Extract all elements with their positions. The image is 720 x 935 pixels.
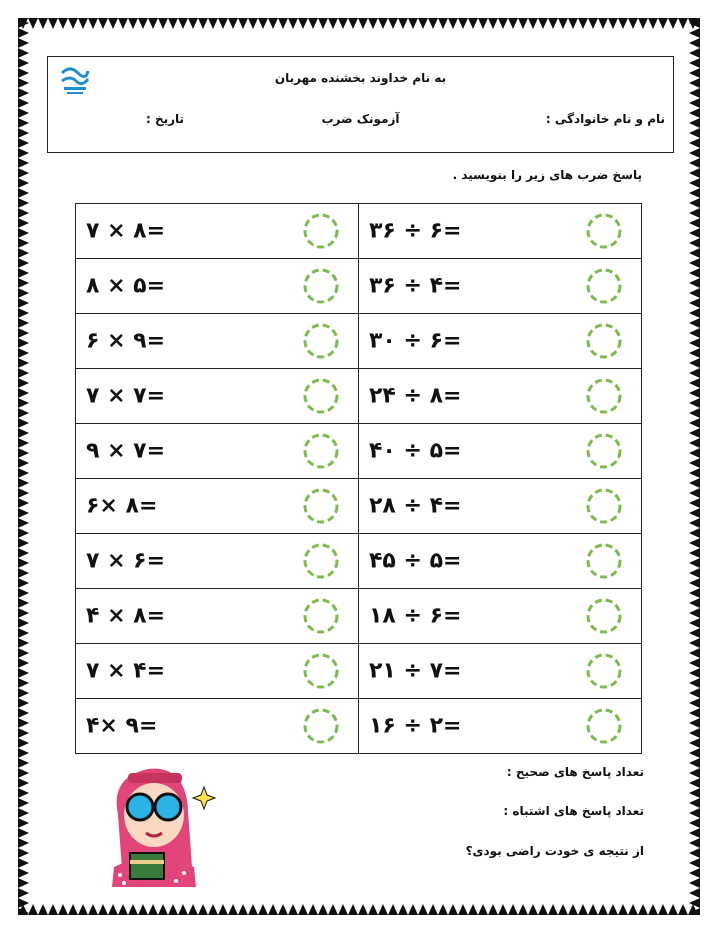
multiplication-cell [76,424,359,479]
answer-circle-icon[interactable] [302,432,340,470]
division-cell [359,259,642,314]
multiplication-cell [76,314,359,369]
multiplication-problem: ۴ × ۸= [86,603,166,629]
division-problem: ۴۵ ÷ ۵= [369,548,462,574]
border-top [18,18,700,30]
multiplication-problem: ۷ × ۶= [86,548,166,574]
border-right [688,18,700,915]
table-row [76,369,642,424]
answer-circle-icon[interactable] [302,487,340,525]
division-problem: ۱۶ ÷ ۲= [369,713,462,739]
answer-circle-icon[interactable] [302,652,340,690]
answer-circle-icon[interactable] [302,707,340,745]
instruction-text: پاسخ ضرب های زیر را بنویسید . [452,168,642,182]
division-cell [359,699,642,754]
bismillah-heading: به نام خداوند بخشنده مهربان [274,71,447,85]
answer-circle-icon[interactable] [302,597,340,635]
answer-circle-icon[interactable] [302,377,340,415]
border-left [18,18,30,915]
table-row [76,479,642,534]
multiplication-cell [76,204,359,259]
division-problem: ۱۸ ÷ ۶= [369,603,462,629]
answer-circle-icon[interactable] [302,542,340,580]
division-problem: ۳۶ ÷ ۴= [369,273,462,299]
division-problem: ۲۱ ÷ ۷= [369,658,462,684]
division-cell [359,204,642,259]
multiplication-problem: ۷ × ۸= [86,218,166,244]
multiplication-problem: ۸ × ۵= [86,273,166,299]
division-cell [359,314,642,369]
table-row [76,699,642,754]
division-problem: ۲۴ ÷ ۸= [369,383,462,409]
name-field-label: نام و نام خانوادگی : [545,112,665,126]
answer-circle-icon[interactable] [585,432,623,470]
answer-circle-icon[interactable] [302,267,340,305]
table-row [76,589,642,644]
division-problem: ۲۸ ÷ ۴= [369,493,462,519]
table-row [76,424,642,479]
multiplication-cell [76,369,359,424]
answer-circle-icon[interactable] [585,542,623,580]
multiplication-problem: ۶× ۸= [86,493,158,519]
satisfaction-question: از نتیجه ی خودت راضی بودی؟ [465,844,644,858]
answer-circle-icon[interactable] [585,322,623,360]
table-row [76,259,642,314]
division-problem: ۴۰ ÷ ۵= [369,438,462,464]
answer-circle-icon[interactable] [585,212,623,250]
multiplication-problem: ۶ × ۹= [86,328,166,354]
division-problem: ۳۰ ÷ ۶= [369,328,462,354]
date-field-label: تاریخ : [146,112,185,126]
division-cell [359,534,642,589]
table-row [76,644,642,699]
multiplication-cell [76,259,359,314]
multiplication-problem: ۷ × ۷= [86,383,166,409]
multiplication-problem: ۴× ۹= [86,713,158,739]
answer-circle-icon[interactable] [302,212,340,250]
header-box [47,56,674,153]
girl-mascot-icon [100,757,218,887]
answer-circle-icon[interactable] [585,267,623,305]
correct-count-label: تعداد پاسخ های صحیح : [506,765,644,779]
division-cell [359,589,642,644]
table-row [76,534,642,589]
wrong-count-label: تعداد پاسخ های اشتباه : [503,804,644,818]
division-cell [359,424,642,479]
multiplication-cell [76,589,359,644]
answer-circle-icon[interactable] [585,652,623,690]
multiplication-problem: ۹ × ۷= [86,438,166,464]
multiplication-cell [76,699,359,754]
multiplication-cell [76,534,359,589]
multiplication-problem: ۷ × ۴= [86,658,166,684]
multiplication-cell [76,644,359,699]
answer-circle-icon[interactable] [302,322,340,360]
division-cell [359,369,642,424]
multiplication-cell [76,479,359,534]
border-bottom [18,903,700,915]
division-cell [359,479,642,534]
answer-circle-icon[interactable] [585,377,623,415]
exercise-table [75,203,642,754]
table-row [76,314,642,369]
answer-circle-icon[interactable] [585,487,623,525]
answer-circle-icon[interactable] [585,597,623,635]
division-cell [359,644,642,699]
quiz-title: آزمونک ضرب [321,112,400,126]
table-row [76,204,642,259]
division-problem: ۳۶ ÷ ۶= [369,218,462,244]
answer-circle-icon[interactable] [585,707,623,745]
